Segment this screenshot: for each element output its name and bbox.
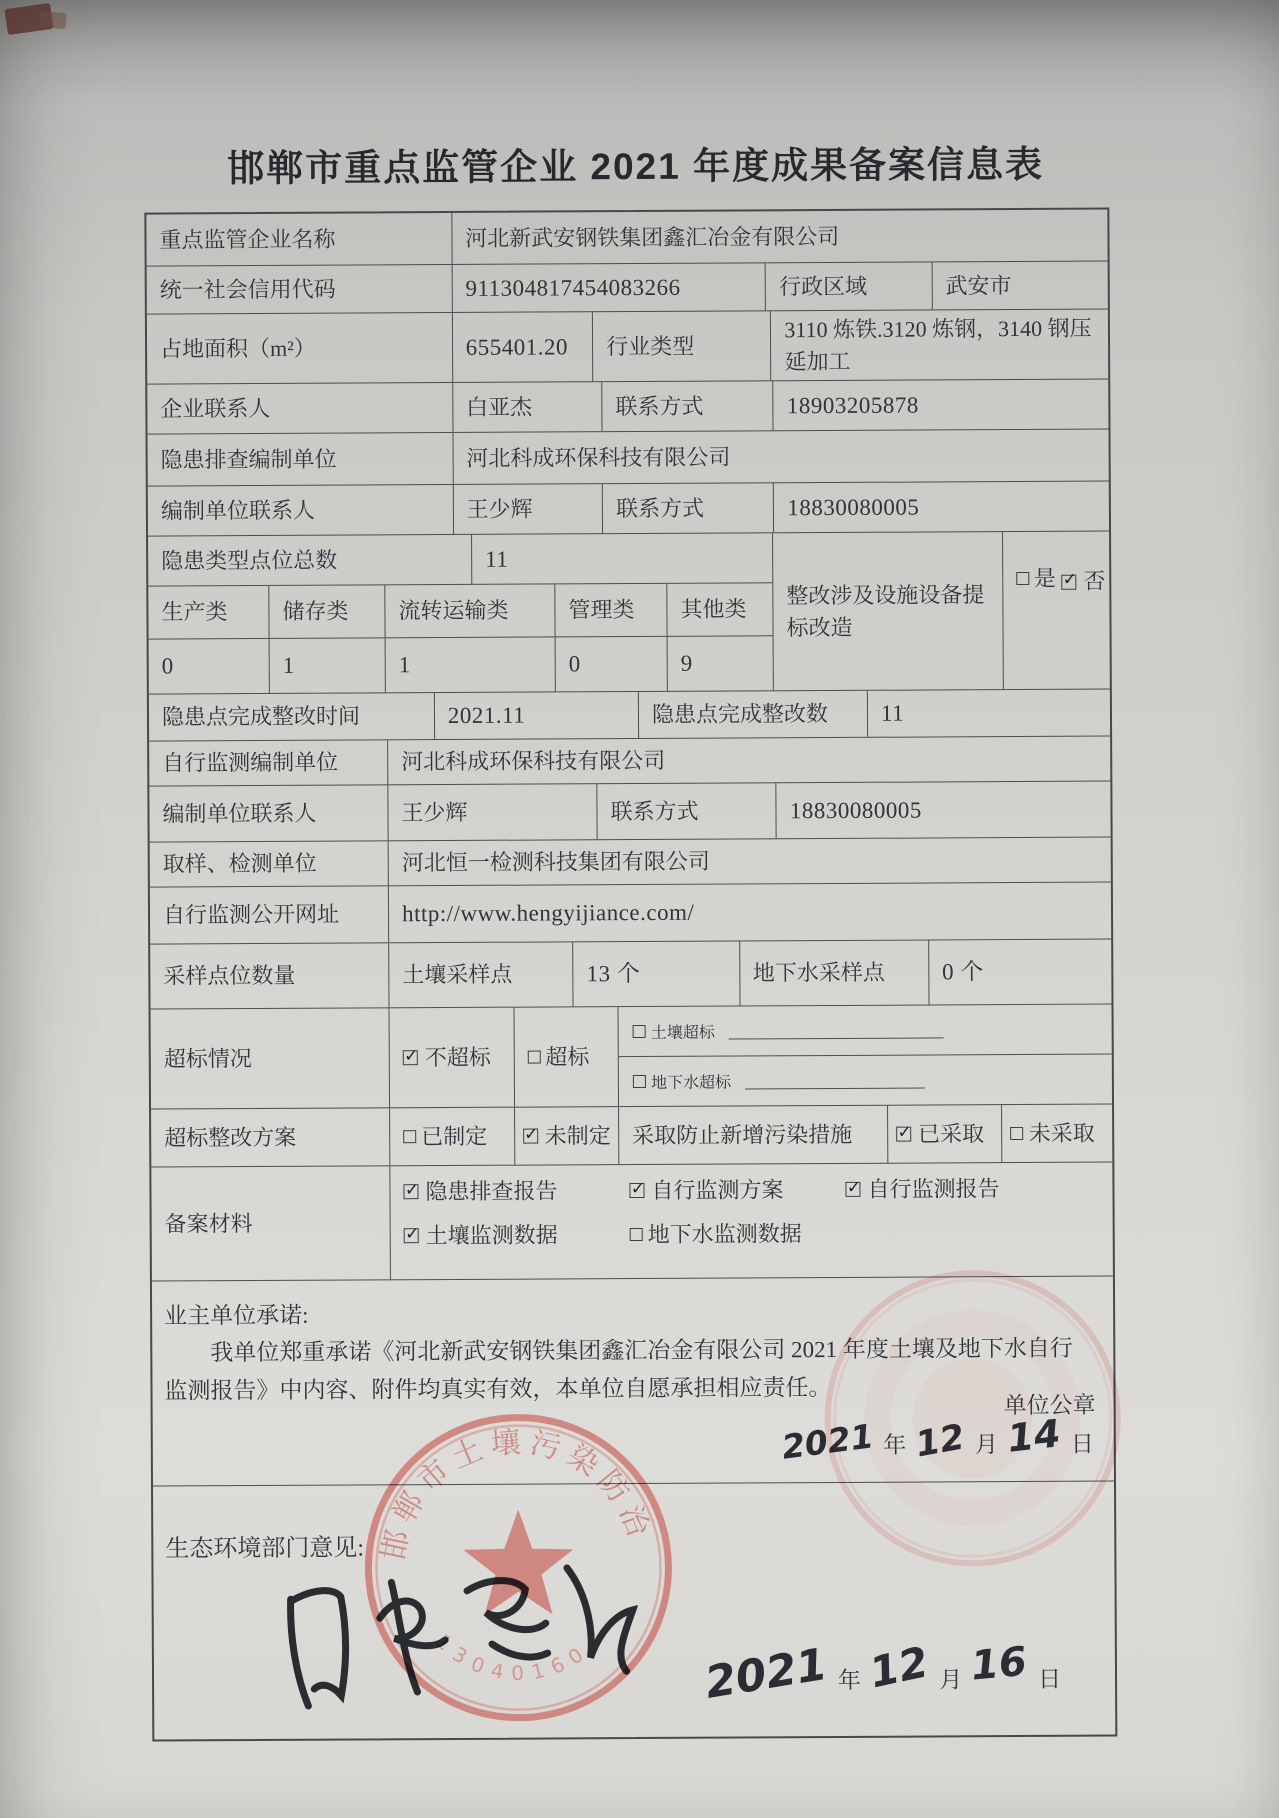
retrofit-options	[1016, 562, 1106, 605]
industry-value: 3110 炼铁.3120 炼钢，3140 钢压延加工	[784, 315, 1092, 374]
checkbox-water-exceed	[633, 1075, 646, 1088]
year-unit: 年	[883, 1432, 907, 1458]
area-label: 占地面积（m²）	[147, 313, 453, 384]
exceed-label: 超标情况	[151, 1008, 391, 1108]
form-table	[144, 208, 1117, 1742]
row-company-contact	[147, 380, 1108, 435]
handwritten-day: 16	[969, 1638, 1030, 1690]
soil-exceed-label: 土壤超标	[650, 1024, 715, 1042]
row-monitor-unit	[149, 737, 1110, 787]
checkbox-not-exceed: ✓	[404, 1045, 419, 1066]
material-water-data-label: 地下水监测数据	[647, 1221, 802, 1247]
row-hazard-contact	[148, 482, 1109, 537]
monitor-phone-label: 联系方式	[597, 783, 777, 839]
day-unit: 日	[1037, 1666, 1062, 1692]
row-rectification	[149, 690, 1110, 742]
stamp-code-text: 13040160	[431, 1629, 596, 1686]
row-exceedance	[151, 1005, 1113, 1110]
material-water-data	[630, 1218, 802, 1251]
handwritten-day: 14	[1005, 1411, 1063, 1461]
material-hazard-report-label: 隐患排查报告	[425, 1178, 558, 1205]
material-soil-data-label: 土壤监测数据	[425, 1222, 558, 1249]
soil-exceed-blank	[729, 1021, 944, 1039]
monitor-phone-value: 18830080005	[789, 797, 922, 824]
category-other-label: 其他类	[680, 596, 747, 622]
rectify-count-value: 11	[880, 700, 905, 727]
hazard-phone-label: 联系方式	[603, 483, 775, 533]
hazard-unit-value: 河北科成环保科技有限公司	[466, 444, 731, 471]
region-value: 武安市	[945, 272, 1012, 298]
checkbox-plan-not-made: ✓	[523, 1124, 539, 1145]
category-transport-value: 1	[386, 637, 556, 692]
commitment-body: 我单位郑重承诺《河北新武安钢铁集团鑫汇冶金有限公司 2021 年度土壤及地下水自行监测报告》中内容、附件均真实有效，本单位自愿承担相应责任。	[164, 1335, 1073, 1404]
rectify-time-label: 隐患点完成整改时间	[149, 693, 435, 740]
month-unit: 月	[974, 1432, 998, 1458]
hazard-contact-label: 编制单位联系人	[148, 485, 454, 536]
monitor-unit-value: 河北科成环保科技有限公司	[401, 747, 666, 775]
sampling-points-label: 采样点位数量	[150, 943, 389, 1008]
checkbox-retrofit-no: ✓	[1062, 569, 1078, 590]
year-unit: 年	[837, 1667, 861, 1693]
hazard-total-value: 11	[485, 546, 509, 572]
row-hazard-unit	[148, 430, 1109, 487]
measures-not-taken-label: 未采取	[1028, 1120, 1095, 1146]
region-label: 行政区域	[766, 262, 933, 310]
company-name-label: 重点监管企业名称	[146, 213, 452, 266]
website-label: 自行监测公开网址	[150, 886, 389, 943]
material-monitor-plan-label: 自行监测方案	[651, 1177, 784, 1203]
rectify-count-label: 隐患点完成整改数	[639, 691, 868, 738]
industry-label: 行业类型	[593, 311, 772, 381]
water-exceed-line	[619, 1055, 1112, 1107]
opinion-date	[702, 1637, 1067, 1709]
sampling-unit-label: 取样、检测单位	[150, 841, 389, 886]
hazard-contact-value: 王少辉	[453, 484, 603, 534]
soil-points-label: 土壤采样点	[389, 942, 574, 1007]
retrofit-no-label: 否	[1083, 568, 1106, 594]
rectify-time-value: 2021.11	[435, 692, 639, 739]
material-soil-data	[404, 1219, 558, 1252]
area-value: 655401.20	[453, 312, 594, 382]
seal-label: 单位公章	[1003, 1392, 1096, 1419]
row-sampling-points	[150, 940, 1111, 1010]
checkbox-plan-made	[403, 1130, 416, 1143]
row-area-industry	[147, 310, 1108, 385]
plan-not-made-label: 未制定	[544, 1122, 611, 1149]
checkbox-soil-data: ✓	[405, 1223, 420, 1245]
plan-made-label: 已制定	[421, 1123, 488, 1149]
measures-option-taken	[888, 1105, 1003, 1163]
commitment-date	[779, 1411, 1100, 1467]
checkbox-monitor-report: ✓	[846, 1177, 862, 1198]
row-website	[150, 883, 1111, 945]
category-production-label: 生产类	[148, 586, 269, 639]
handwritten-year: 2021	[779, 1416, 876, 1467]
form-title: 邯郸市重点监管企业 2021 年度成果备案信息表	[227, 143, 1045, 190]
category-storage-label: 储存类	[269, 585, 385, 638]
water-points-label: 地下水采样点	[740, 940, 930, 1005]
retrofit-label: 整改涉及设施设备提标改造	[773, 532, 1003, 690]
soil-points-value: 13 个	[573, 941, 740, 1006]
company-contact-label: 企业联系人	[147, 383, 453, 434]
not-exceed-label: 不超标	[424, 1044, 491, 1070]
checkbox-monitor-plan: ✓	[630, 1178, 646, 1199]
measures-option-not-taken	[1003, 1105, 1113, 1163]
category-management-label: 管理类	[555, 584, 667, 637]
soil-exceed-line	[619, 1005, 1112, 1058]
checkbox-water-data	[630, 1228, 643, 1241]
day-unit: 日	[1070, 1431, 1094, 1457]
water-points-value: 0 个	[942, 959, 984, 985]
row-hazard-types-block	[148, 532, 1110, 695]
sampling-unit-value: 河北恒一检测科技集团有限公司	[401, 848, 710, 876]
credit-code-label: 统一社会信用代码	[147, 265, 453, 314]
row-plan	[151, 1105, 1112, 1168]
company-phone-value: 18903205878	[786, 392, 919, 419]
checkbox-exceed	[527, 1051, 540, 1064]
plan-label: 超标整改方案	[151, 1108, 390, 1166]
row-company-name	[146, 210, 1107, 267]
handwritten-month: 12	[912, 1417, 969, 1466]
checkbox-measures-not-taken	[1011, 1127, 1024, 1140]
row-commitment	[152, 1277, 1114, 1487]
water-exceed-label: 地下水超标	[651, 1074, 732, 1092]
materials-list	[403, 1173, 999, 1252]
row-materials	[151, 1163, 1113, 1282]
monitor-unit-label: 自行监测编制单位	[149, 740, 388, 785]
row-sampling-unit	[150, 838, 1111, 888]
company-phone-label: 联系方式	[602, 381, 774, 431]
measures-taken-label: 已采取	[918, 1120, 985, 1147]
material-monitor-report-label: 自行监测报告	[867, 1176, 1000, 1202]
row-opinion	[153, 1482, 1115, 1740]
category-production-value: 0	[149, 639, 270, 694]
materials-label: 备案材料	[151, 1166, 391, 1280]
retrofit-yes-label: 是	[1033, 565, 1056, 591]
credit-code-value: 911304817454083266	[452, 263, 766, 312]
company-name-value: 河北新武安钢铁集团鑫汇冶金有限公司	[465, 223, 840, 251]
row-credit-code	[147, 262, 1108, 315]
hazard-unit-label: 隐患排查编制单位	[148, 433, 454, 486]
water-exceed-blank	[745, 1072, 925, 1090]
opinion-heading: 生态环境部门意见:	[165, 1535, 365, 1563]
monitor-contact-value: 王少辉	[388, 784, 597, 840]
checkbox-measures-taken: ✓	[897, 1122, 912, 1143]
hazard-total-label: 隐患类型点位总数	[148, 535, 472, 586]
category-management-value: 0	[556, 637, 668, 692]
exceed-option-yes	[514, 1007, 619, 1107]
handwritten-month: 12	[865, 1637, 933, 1698]
checkbox-hazard-report: ✓	[404, 1180, 420, 1201]
category-transport-label: 流转运输类	[385, 584, 555, 637]
material-monitor-report	[845, 1173, 999, 1206]
measures-label: 采取防止新增污染措施	[619, 1106, 888, 1164]
checkbox-soil-exceed	[633, 1025, 646, 1038]
month-unit: 月	[939, 1667, 963, 1693]
plan-option-not-made	[515, 1107, 620, 1165]
company-contact-value: 白亚杰	[453, 382, 603, 432]
material-monitor-plan	[629, 1174, 783, 1207]
retrofit-option-yes	[1016, 562, 1056, 594]
website-value: http://www.hengyijiance.com/	[401, 900, 695, 927]
handwritten-year: 2021	[702, 1638, 832, 1709]
plan-option-made	[390, 1108, 515, 1166]
checkbox-retrofit-yes	[1016, 572, 1029, 585]
hazard-phone-value: 18830080005	[787, 494, 920, 521]
category-other-value: 9	[680, 651, 693, 677]
retrofit-option-no	[1061, 566, 1105, 598]
row-monitor-contact	[149, 782, 1110, 843]
exceed-option-no	[390, 1008, 515, 1108]
commitment-heading: 业主单位承诺:	[164, 1302, 309, 1329]
category-storage-value: 1	[270, 638, 386, 693]
exceed-option-label: 超标	[545, 1043, 590, 1070]
stamp-arc-text: 邯郸市土壤污染防治	[376, 1425, 658, 1564]
material-hazard-report	[403, 1175, 557, 1208]
monitor-contact-label: 编制单位联系人	[149, 785, 388, 841]
